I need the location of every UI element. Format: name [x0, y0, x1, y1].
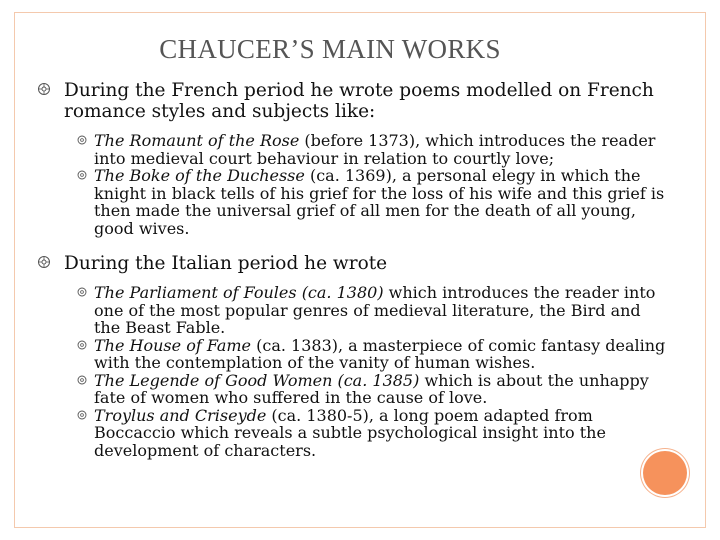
work-description: which introduces the reader into one of the most popular genres of medieval literature, the Bird and the Beast Fable.	[94, 283, 656, 337]
work-description: (ca. 1369), a personal elegy in which the knight in black tells of his grief for the loss of his wife and this grief is then made the universal grief of all men for the death of all young, good wives.	[94, 166, 665, 238]
sub-bullet	[36, 284, 666, 337]
slide-title: CHAUCER’S MAIN WORKS	[159, 34, 501, 64]
slide-content	[36, 80, 666, 459]
work-title: The Romaunt of the Rose	[94, 131, 300, 150]
bullet-sun-icon	[76, 374, 88, 386]
sub-bullet	[36, 167, 666, 237]
bullet-sun-icon	[76, 339, 88, 351]
sub-bullet	[36, 407, 666, 460]
work-title: The House of Fame	[94, 335, 252, 355]
main-bullet	[36, 80, 666, 122]
section-heading: During the Italian period he wrote	[64, 253, 388, 274]
work-title: The Parliament of Foules (ca. 1380)	[94, 283, 384, 302]
bullet-sun-icon	[76, 169, 88, 181]
bullet-sun-icon	[76, 409, 88, 421]
section-heading: During the French period he wrote poems modelled on French romance styles and subjects like:	[64, 80, 654, 122]
work-description: (ca. 1380-5), a long poem adapted from Boccaccio which reveals a subtle psychological insight into the development of characters.	[94, 405, 606, 460]
work-description: (before 1373), which introduces the reader into medieval court behaviour in relation to courtly love;	[94, 131, 656, 168]
bullet-sun-icon	[36, 81, 52, 97]
bullet-sun-icon	[76, 134, 88, 146]
work-description: which is about the unhappy fate of women who suffered in the cause of love.	[94, 370, 649, 407]
bullet-sun-icon	[76, 286, 88, 298]
work-title: The Boke of the Duchesse	[94, 166, 305, 185]
sub-bullet	[36, 132, 666, 167]
sub-bullet	[36, 372, 666, 407]
work-title: Troylus and Criseyde	[94, 405, 267, 425]
work-description: (ca. 1383), a masterpiece of comic fantasy dealing with the contemplation of the vanity of human wishes.	[94, 335, 666, 372]
sub-bullet	[36, 337, 666, 372]
sub-list	[36, 132, 666, 237]
main-bullet	[36, 253, 666, 274]
bullet-sun-icon	[36, 254, 52, 270]
sub-list	[36, 284, 666, 459]
work-title: The Legende of Good Women (ca. 1385)	[94, 370, 420, 390]
